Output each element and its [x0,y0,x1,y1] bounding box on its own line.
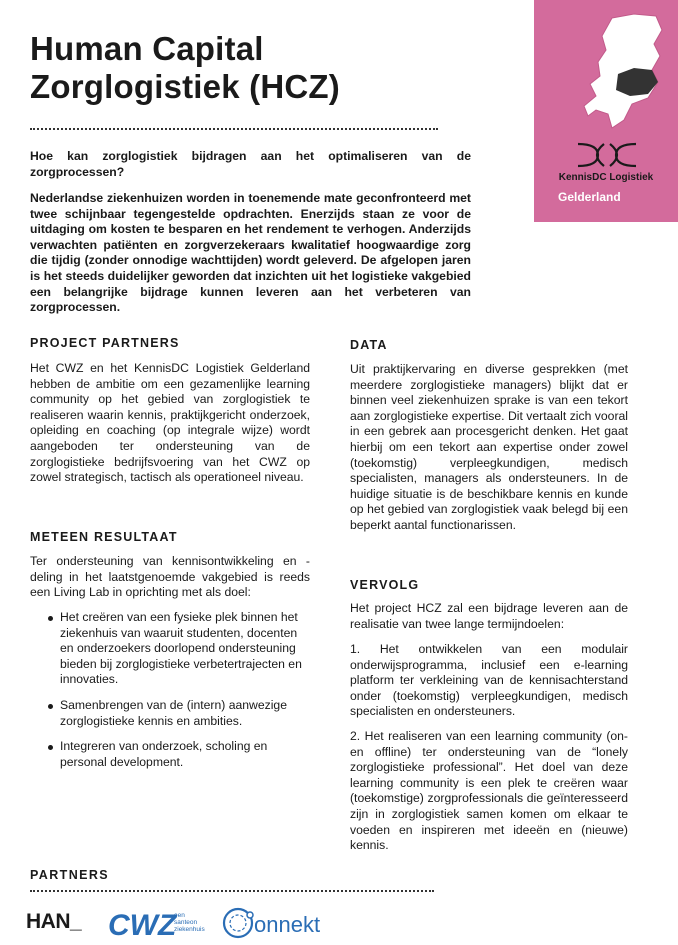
data-text: Uit praktijkervaring en diverse gesprekken (met meerdere zorglogistieke managers) blijkt dat er binnen veel ziekenhuizen sprake is van een tekort aan zorglogistieke expertise. Dit vertaalt zich vooral in een gebrek aan procesgericht denken. Het gaat hierbij om een tekort aan expertise onder zowel (toekomstig) verpleegkundigen, medisch specialisten, managers als ondersteuners. In de huidige situatie is de beschikbare kennis en kunde op het gebied van zorglogistiek vaak belegd bij een beperkt aantal functionarissen. [350,362,628,532]
connekt-logo [222,905,322,941]
page-title [30,30,470,106]
cwz-tagline-3: ziekenhuis [174,926,205,933]
title-line-1: Human Capital [30,30,264,67]
title-divider [30,128,438,130]
list-item-text: Samenbrengen van de (intern) aanwezige zorglogistieke kennis en ambities. [60,697,287,728]
vervolg-intro: Het project HCZ zal een bijdrage leveren aan de realisatie van twee lange termijndoelen: [350,601,628,631]
partners-divider [30,890,434,892]
title-line-2: Zorglogistiek (HCZ) [30,68,340,105]
data-heading: DATA [350,338,388,352]
list-item [30,698,310,729]
region-badge [534,0,678,222]
kennisdc-logo-icon [572,140,642,170]
cwz-tagline-2: santeon [174,919,198,926]
badge-region: Gelderland [558,190,621,204]
list-item-text: Integreren van onderzoek, scholing en personal development. [60,739,268,769]
intro-paragraph: Nederlandse ziekenhuizen worden in toenemende mate geconfronteerd met twee schijnbaar tegengestelde opdrachten. Enerzijds staan ze voor de uitdaging om kosten te besparen en het rendement te verhogen. Anderzijds verwachten patiënten en zorgverzekeraars kwalitatief hoogwaardige zorg die tijdig (zonder onnodige wachttijden) wordt geleverd. De afgelopen jaren is het steeds duidelijker geworden dat inzichten uit het logistieke vakgebied een belangrijke bijdrage kunnen leveren aan het verbeteren van zorgprocessen. [30,191,471,315]
list-item-text: Het creëren van een fysieke plek binnen het ziekenhuis van waaruit studenten, docenten en onderzoekers doorlopend ondersteuning bieden bij zorglogistieke verbetertrajecten en innovaties. [60,610,302,687]
resultaat-list [30,610,310,780]
han-logo: HAN_ [26,910,82,933]
vervolg-point-1: 1. Het ontwikkelen van een modulair onderwijsprogramma, inclusief een e-learning platform ter verkleining van de kennisachterstand onder (toekomstig) verpleegkundigen, medisch specialisten en ondersteuners. [350,642,628,719]
partners-heading: PARTNERS [30,868,110,882]
list-item [30,739,310,770]
meteen-resultaat-heading: METEEN RESULTAAT [30,530,178,544]
cwz-logo [106,905,216,941]
vervolg-point-2: 2. Het realiseren van een learning community (on- en offline) ter ondersteuning van de “lonely zorglogistieke professional”. Het doel van deze learning community is een plek te creëren waar (toekomstige) zorgprofessionals die geïnteresseerd zijn in zorglogistiek samen komen om elkaar te voeden en inspireren met ideeën en (nieuwe) kennis. [350,729,628,853]
project-partners-heading: PROJECT PARTNERS [30,336,180,350]
bullet-icon [48,704,53,709]
bullet-icon [48,745,53,750]
cwz-tagline-1: een [174,912,185,919]
connekt-wordmark: onnekt [254,912,321,937]
project-partners-text: Het CWZ en het KennisDC Logistiek Gelderland hebben de ambitie om een gezamenlijke learning community op het gebied van zorglogistiek te realiseren waarin kennis, praktijkgericht onderzoek, opleiding en coaching (op integrale wijze) wordt aangeboden ter ondersteuning van de zorglogistieke bedrijfsvoering van het CWZ op zowel strategisch, tactisch als operationeel niveau. [30,361,310,485]
meteen-resultaat-text: Ter ondersteuning van kennisontwikkeling en -deling in het laatstgenoemde vakgebied is reeds een Living Lab in oprichting met als doel: [30,554,310,600]
badge-brand: KennisDC Logistiek [558,172,654,183]
intro-question: Hoe kan zorglogistiek bijdragen aan het optimaliseren van de zorgprocessen? [30,149,471,179]
cwz-wordmark: CWZ [108,909,177,941]
bullet-icon [48,616,53,621]
list-item [30,610,310,688]
netherlands-map-icon [582,12,666,132]
vervolg-heading: VERVOLG [350,578,420,592]
